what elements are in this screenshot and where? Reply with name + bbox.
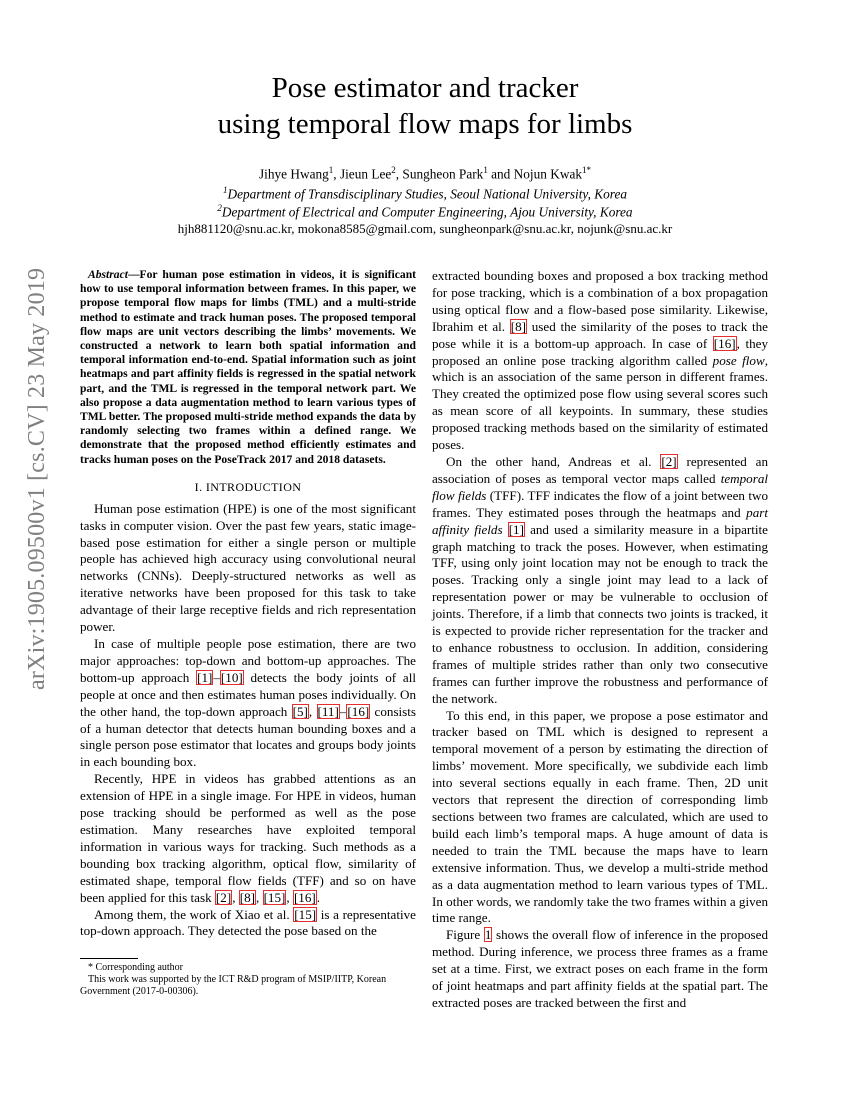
author-sup: 1* xyxy=(582,165,591,175)
text-run: In case of multiple people pose estimation, there are two major approaches: top-down and bottom-up approaches. The bottom-up approach xyxy=(80,636,416,685)
text-run: extracted bounding boxes and proposed a box tracking method for pose tracking, which is a combination of a box propagation using optical flow and a flow-based pose similarity. Likewise, Ibrahim et al. xyxy=(432,268,768,334)
citation-link[interactable]: [11] xyxy=(317,703,339,719)
text-run: , xyxy=(308,703,317,719)
text-run: is a representative top-down approach. They detected the pose based on the xyxy=(80,906,416,939)
author-sep: , xyxy=(333,166,340,182)
citation-link[interactable]: [16] xyxy=(347,703,370,719)
footnote-funding: This work was supported by the ICT R&D program of MSIP/IITP, Korean Government (2017-0-00306). xyxy=(80,974,387,997)
paragraph: To this end, in this paper, we propose a pose estimator and tracker based on TML which is designed to represent a temporal movement of a person by estimating the direction of limbs’ movement. More specifically, we subdivide each limb into several sections equally in each frame. Then, 2D unit vectors that represent the direction of corresponding limb sections between two frames are calculated, which are used to build each limb’s temporal maps. A huge amount of data is needed to train the TML because the maps have to learn extensive information. Thus, we develop a multi-stride method as a data augmentation method to learn various types of TML. In other words, we randomly take the two frames within a given time range. xyxy=(432,707,768,926)
text-run: , xyxy=(286,889,293,905)
text-run: shows the overall flow of inference in the proposed method. During inference, we process three frames as a frame set at a time. First, we extract poses on each frame in the form of joint heatmaps and part affinity fields at the spatial part. The extracted poses are tracked between the first and xyxy=(432,927,768,1010)
footnote-corresponding: * Corresponding author xyxy=(88,962,183,973)
author-name: Nojun Kwak xyxy=(513,166,582,182)
author-sep: , xyxy=(395,166,403,182)
left-column xyxy=(80,268,416,940)
author-name: Jieun Lee xyxy=(339,166,392,182)
title-line-2: using temporal flow maps for limbs xyxy=(217,108,633,140)
paragraph xyxy=(432,454,768,708)
text-run: , they proposed an online pose tracking algorithm called xyxy=(432,335,768,368)
citation-link[interactable]: [16] xyxy=(713,335,736,351)
paragraph xyxy=(80,771,416,906)
abstract xyxy=(80,268,416,467)
citation-link[interactable]: [8] xyxy=(510,318,527,334)
text-run: , xyxy=(232,889,239,905)
text-run: Figure xyxy=(446,927,484,943)
arxiv-stamp: arXiv:1905.09500v1 [cs.CV] 23 May 2019 xyxy=(24,267,50,690)
citation-link[interactable]: [5] xyxy=(292,703,308,719)
abstract-text: —For human pose estimation in videos, it is significant how to use temporal information between frames. In this paper, we propose temporal flow maps for limbs (TML) and a multi-stride method to estimate and track human poses. The proposed temporal flow maps are unit vectors describing the limbs’ movements. We constructed a network to learn both spatial information and temporal information end-to-end. Spatial information such as joint heatmaps and part affinity fields is regressed in the spatial network part, and the TML is regressed in the temporal network part. We also propose a data augmentation method to learn various types of TML better. The proposed multi-stride method expands the data by randomly selecting two frames within a defined range. We demonstrate that the proposed method efficiently estimates and tracks human poses on the PoseTrack 2017 and 2018 datasets. xyxy=(80,268,416,466)
text-run: – xyxy=(339,703,347,719)
affiliation-text: Department of Electrical and Computer Engineering, Ajou University, Korea xyxy=(221,204,633,220)
paragraph xyxy=(80,907,416,941)
title-line-1: Pose estimator and tracker xyxy=(271,72,579,104)
text-run: – xyxy=(213,669,220,685)
text-run: used the similarity of the poses to track the pose while it is a bottom-up approach. In case of xyxy=(432,318,768,351)
emphasis-text: temporal flow fields xyxy=(432,470,768,503)
author-list xyxy=(0,165,850,182)
paragraph xyxy=(432,268,768,454)
paragraph: Human pose estimation (HPE) is one of the most significant tasks in computer vision. Over the past few years, static image-based pose estimation for either a single person or multiple people has achieved high accuracy using convolutional neural networks (CNNs). Deeply-structured networks as well as iterative networks have been proposed for this task to take advantage of their large receptive fields and rich representation power. xyxy=(80,500,416,635)
affiliation-2 xyxy=(0,203,850,220)
figure-link[interactable]: 1 xyxy=(484,927,492,943)
affiliation-1 xyxy=(0,185,850,202)
text-run: represented an association of poses as temporal vector maps called xyxy=(432,453,768,486)
text-run: and used a similarity measure in a bipartite graph matching to track the poses. However, when estimating TFF, using only joint location may not be enough to track the poses. Tracking only a single joint may lead to a lack of representation power or may be vulnerable to occlusion of joints. Therefore, if a limb that connects two joints is tracked, it is expected to provide richer representation for the tracker and to enhance robustness to occlusion. In addition, considering frames of multiple strides rather than only two consecutive frames can further improve the robustness and performance of the network. xyxy=(432,521,768,706)
affiliation-text: Department of Transdisciplinary Studies, Seoul National University, Korea xyxy=(227,186,627,202)
emphasis-text: pose flow xyxy=(712,352,765,368)
text-run: (TFF). TFF indicates the flow of a joint between two frames. They estimated poses through the heatmaps and xyxy=(432,487,768,520)
citation-link[interactable]: [1] xyxy=(508,521,524,537)
paragraph xyxy=(432,927,768,1012)
right-column xyxy=(432,268,768,1012)
paragraph xyxy=(80,636,416,771)
paper-title xyxy=(0,70,850,142)
text-run: consists of a human detector that detects human bounding boxes and a single person pose estimator that locates and groups body joints in each bounding box. xyxy=(80,703,417,770)
text-run: On the other hand, Andreas et al. xyxy=(446,453,661,469)
footnote-rule xyxy=(80,958,138,959)
emphasis-text: part affinity fields xyxy=(432,504,768,537)
citation-link[interactable]: [15] xyxy=(263,889,286,905)
citation-link[interactable]: [1] xyxy=(197,669,213,685)
text-run: . xyxy=(316,889,321,905)
author-name: Sungheon Park xyxy=(402,166,484,182)
abstract-label: Abstract xyxy=(88,268,128,281)
text-run xyxy=(503,522,508,537)
section-heading: I. INTRODUCTION xyxy=(194,479,302,494)
affiliation-sup: 2 xyxy=(217,203,222,213)
author-sup: 1 xyxy=(328,165,334,175)
text-run: Recently, HPE in videos has grabbed attentions as an extension of HPE in a single image. For HPE in videos, human pose tracking should be performed as well as the pose estimation. Many researches have exploited temporal information in various ways for tracking. Such methods as a bounding box tracking algorithm, optical flow, similarity of estimated shape, temporal flow fields (TFF) and so on have been applied for this task xyxy=(80,771,416,905)
text-run: , xyxy=(256,889,263,905)
citation-link[interactable]: [2] xyxy=(215,889,232,905)
text-run: detects the body joints of all people at once and then estimates human poses individually. On the other hand, the top-down approach xyxy=(80,669,416,719)
citation-link[interactable]: [8] xyxy=(239,889,256,905)
text-run: , which is an association of the same person in different frames. They created the optimized pose flow using several scores such as mean score of all keypoints. In summary, these studies proposed tracking methods based on the similarity of estimated poses. xyxy=(432,352,768,453)
affiliation-sup: 1 xyxy=(222,185,228,195)
citation-link[interactable]: [16] xyxy=(293,889,316,905)
author-name: Jihye Hwang xyxy=(258,166,329,182)
citation-link[interactable]: [15] xyxy=(294,906,317,922)
text-run: Among them, the work of Xiao et al. xyxy=(94,906,294,922)
author-sup: 1 xyxy=(483,165,488,175)
footnotes xyxy=(80,962,416,998)
citation-link[interactable]: [2] xyxy=(661,453,677,469)
abstract-paragraph xyxy=(80,268,416,467)
author-sep: and xyxy=(487,166,514,182)
author-sup: 2 xyxy=(391,165,396,175)
author-emails: hjh881120@snu.ac.kr, mokona8585@gmail.com, sungheonpark@snu.ac.kr, nojunk@snu.ac.kr xyxy=(177,221,673,236)
citation-link[interactable]: [10] xyxy=(220,669,243,685)
